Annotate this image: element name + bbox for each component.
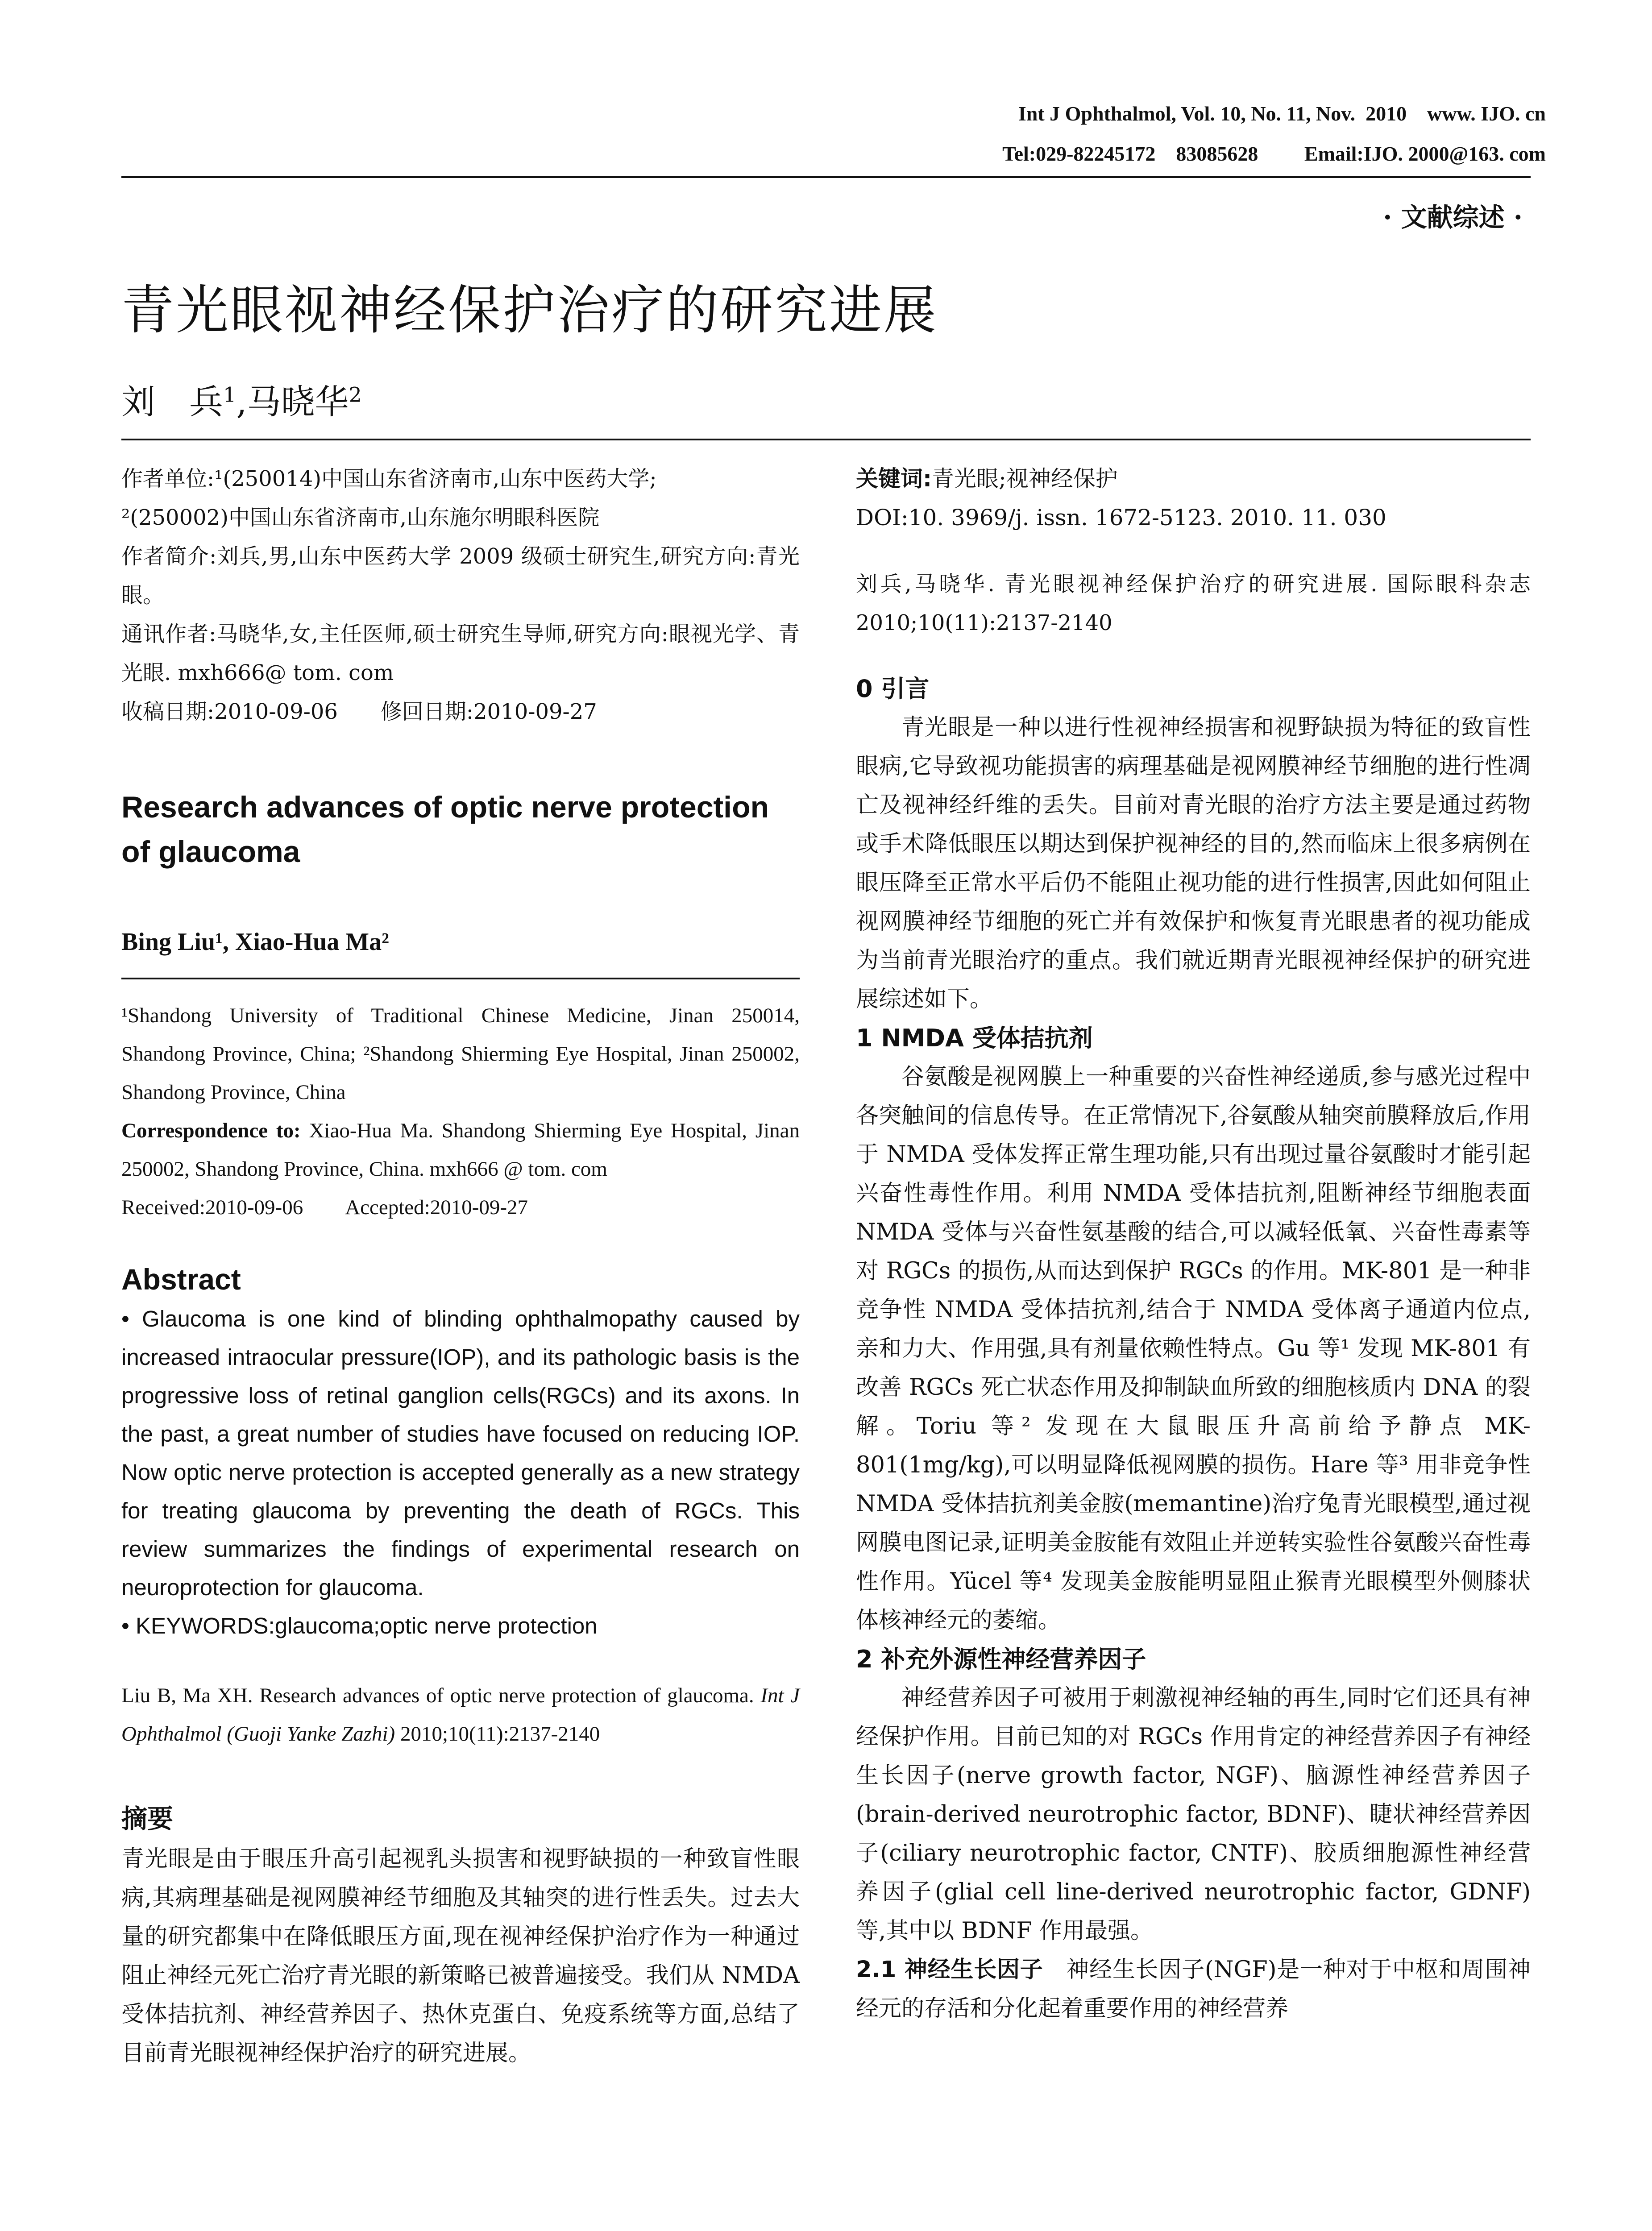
section-0-heading: 0 引言: [856, 675, 930, 703]
section-1-heading: 1 NMDA 受体拮抗剂: [856, 1024, 1093, 1052]
authors-zh: [121, 375, 362, 423]
left-column: [121, 460, 800, 2073]
affiliation-zh-1: 作者单位:¹(250014)中国山东省济南市,山东中医药大学;: [121, 466, 657, 491]
citation-en-authors: Liu B, Ma XH. Research advances of optic nerve protection of glaucoma.: [121, 1684, 761, 1707]
correspondence-en: [121, 1111, 800, 1188]
zhaiyao-heading: 摘要: [121, 1804, 174, 1834]
section-2-1-paragraph: [856, 1950, 1531, 2028]
citation-en: [121, 1676, 800, 1753]
section-1-body: 谷氨酸是视网膜上一种重要的兴奋性神经递质,参与感光过程中各突触间的信息传导。在正常情况下,谷氨酸从轴突前膜释放后,作用于 NMDA 受体发挥正常生理功能,只有出现过量谷氨酸时才能引起兴奋性毒性作用。利用 NMDA 受体拮抗剂,阻断神经节细胞表面 NMDA 受体与兴奋性氨基酸的结合,可以减轻低氧、兴奋性毒素等对 RGCs 的损伤,从而达到保护 RGCs 的作用。MK-801 是一种非竞争性 NMDA 受体拮抗剂,结合于 NMDA 受体离子通道内位点,亲和力大、作用强,具有剂量依赖性特点。Gu 等¹ 发现 MK-801 有改善 RGCs 死亡状态作用及抑制缺血所致的细胞核质内 DNA 的裂解。Toriu 等² 发现在大鼠眼压升高前给予静点 MK-801(1mg/kg),可以明显降低视网膜的损伤。Hare 等³ 用非竞争性 NMDA 受体拮抗剂美金胺(memantine)治疗兔青光眼模型,通过视网膜电图记录,证明美金胺能有效阻止并逆转实验性谷氨酸兴奋性毒性作用。Yücel 等⁴ 发现美金胺能明显阻止猴青光眼模型外侧膝状体核神经元的萎缩。: [856, 1064, 1531, 1634]
journal-header-line-1: Int J Ophthalmol, Vol. 10, No. 11, Nov. 2010 www. IJO. cn: [1018, 102, 1546, 125]
section-2-body: 神经营养因子可被用于刺激视神经轴的再生,同时它们还具有神经保护作用。目前已知的对 RGCs 作用肯定的神经营养因子有神经生长因子(nerve growth factor, NGF)、脑源性神经营养因子(brain-derived neurotrophic factor, BDNF)、睫状神经营养因子(ciliary neurotrophic factor, CNTF)、胶质细胞源性神经营养因子(glial cell line-derived neurotrophic factor, GDNF)等,其中以 BDNF 作用最强。: [856, 1685, 1531, 1944]
citation-zh: 刘兵,马晓华. 青光眼视神经保护治疗的研究进展. 国际眼科杂志 2010;10(11):2137-2140: [856, 572, 1531, 635]
author-2-affil-mark: 2: [349, 382, 362, 407]
right-column: [856, 460, 1531, 2028]
author-2-zh: ,马晓华: [236, 382, 349, 422]
keywords-zh: [856, 460, 1531, 498]
author-bio-zh: 作者简介:刘兵,男,山东中医药大学 2009 级硕士研究生,研究方向:青光眼。: [121, 544, 800, 608]
section-2-heading: 2 补充外源性神经营养因子: [856, 1645, 1146, 1673]
citation-en-volume: 2010;10(11):2137-2140: [395, 1722, 600, 1746]
affiliation-zh-2: ²(250002)中国山东省济南市,山东施尔明眼科医院: [121, 505, 600, 530]
dates-en: Received:2010-09-06 Accepted:2010-09-27: [121, 1196, 528, 1219]
author-1-affil-mark: 1: [223, 382, 237, 407]
author-1-zh: 刘 兵: [121, 382, 223, 422]
keywords-zh-text: 青光眼;视神经保护: [932, 466, 1118, 492]
article-title-zh: 青光眼视神经保护治疗的研究进展: [121, 279, 938, 341]
affiliation-en: ¹Shandong University of Traditional Chinese Medicine, Jinan 250014, Shandong Province, China; ²Shandong Shierming Eye Hospital, Jinan 250002, Shandong Province, China: [121, 1004, 800, 1104]
keywords-zh-label: 关键词:: [856, 466, 932, 492]
title-rule: [121, 439, 1531, 440]
abstract-heading: Abstract: [121, 1263, 241, 1296]
correspondence-text: Xiao-Hua Ma. Shandong Shierming Eye Hospital, Jinan 250002, Shandong Province, China. mxh666 @ tom. com: [121, 1119, 800, 1181]
section-0-body: 青光眼是一种以进行性视神经损害和视野缺损为特征的致盲性眼病,它导致视功能损害的病理基础是视网膜神经节细胞的进行性凋亡及视神经纤维的丢失。目前对青光眼的治疗方法主要是通过药物或手术降低眼压以期达到保护视神经的目的,然而临床上很多病例在眼压降至正常水平后仍不能阻止视功能的进行性损害,因此如何阻止视网膜神经节细胞的死亡并有效保护和恢复青光眼患者的视功能成为当前青光眼治疗的重点。我们就近期青光眼视神经保护的研究进展综述如下。: [856, 714, 1531, 1012]
journal-header-line-2: Tel:029-82245172 83085628 Email:IJO. 2000@163. com: [1002, 142, 1546, 165]
section-tag: · 文献综述 ·: [1383, 202, 1523, 232]
article-title-en: Research advances of optic nerve protection of glaucoma: [121, 790, 769, 869]
corresponding-author-zh: 通讯作者:马晓华,女,主任医师,硕士研究生导师,研究方向:眼视光学、青光眼. mxh666@ tom. com: [121, 622, 800, 685]
abstract-keywords: • KEYWORDS:glaucoma;optic nerve protection: [121, 1613, 598, 1638]
correspondence-label: Correspondence to:: [121, 1119, 301, 1142]
dates-zh: 收稿日期:2010-09-06 修回日期:2010-09-27: [121, 699, 597, 724]
authors-rule: [121, 978, 800, 979]
section-2-1-heading: 2.1 神经生长因子: [856, 1957, 1043, 1983]
zhaiyao-body: 青光眼是由于眼压升高引起视乳头损害和视野缺损的一种致盲性眼病,其病理基础是视网膜神经节细胞及其轴突的进行性丢失。过去大量的研究都集中在降低眼压方面,现在视神经保护治疗作为一种通过阻止神经元死亡治疗青光眼的新策略已被普遍接受。我们从 NMDA 受体拮抗剂、神经营养因子、热休克蛋白、免疫系统等方面,总结了目前青光眼视神经保护治疗的研究进展。: [121, 1846, 800, 2066]
header-rule: [121, 176, 1531, 178]
abstract-body: • Glaucoma is one kind of blinding ophthalmopathy caused by increased intraocular pressure(IOP), and its pathologic basis is the progressive loss of retinal ganglion cells(RGCs) and its axons. In the past, a great number of studies have focused on reducing IOP. Now optic nerve protection is accepted generally as a new strategy for treating glaucoma by preventing the death of RGCs. This review summarizes the findings of experimental research on neuroprotection for glaucoma.: [121, 1306, 800, 1600]
authors-en: Bing Liu¹, Xiao-Hua Ma²: [121, 928, 389, 956]
doi: DOI:10. 3969/j. issn. 1672-5123. 2010. 11. 030: [856, 505, 1386, 531]
citation-en-journal: Int J Ophthalmol (Guoji Yanke Zazhi): [121, 1684, 800, 1746]
section-2-1-body: 神经生长因子(NGF)是一种对于中枢和周围神经元的存活和分化起着重要作用的神经营养: [856, 1957, 1531, 2022]
